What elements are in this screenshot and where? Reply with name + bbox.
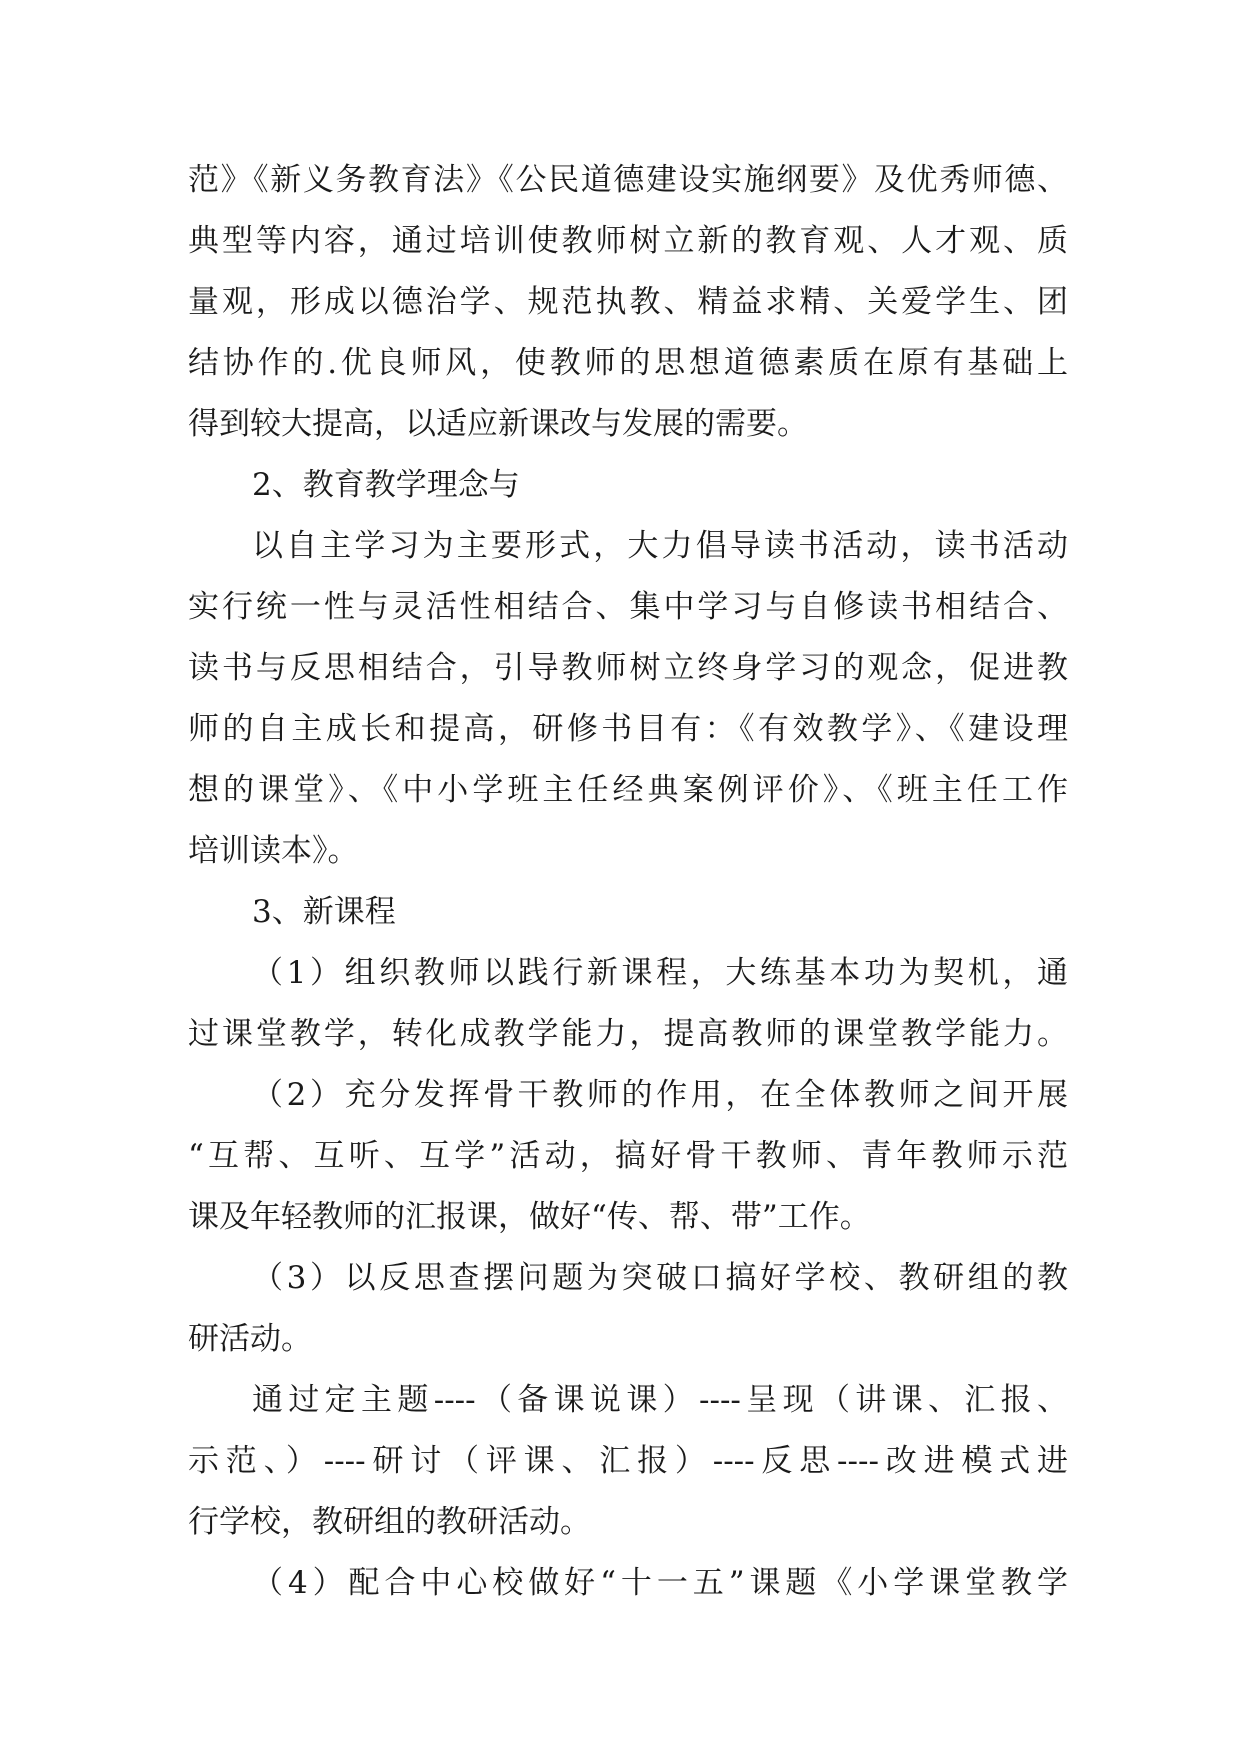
text-line: “互帮、互听、互学”活动，搞好骨干教师、青年教师示范 — [188, 1138, 1068, 1174]
text-line: 以自主学习为主要形式，大力倡导读书活动，读书活动 — [252, 528, 1068, 564]
text-line: 研活动。 — [188, 1321, 312, 1357]
section-heading: 3、新课程 — [252, 894, 396, 930]
text-line: （1）组织教师以践行新课程，大练基本功为契机，通 — [252, 955, 1068, 991]
section-heading: 2、教育教学理念与 — [252, 467, 520, 503]
text-line: 读书与反思相结合，引导教师树立终身学习的观念，促进教 — [188, 650, 1068, 686]
text-line: 师的自主成长和提高，研修书目有：《有效教学》、《建设理 — [188, 711, 1068, 747]
text-line: 实行统一性与灵活性相结合、集中学习与自修读书相结合、 — [188, 589, 1068, 625]
text-line: （3）以反思查摆问题为突破口搞好学校、教研组的教 — [252, 1260, 1068, 1296]
text-line: 过课堂教学，转化成教学能力，提高教师的课堂教学能力。 — [188, 1016, 1068, 1052]
text-line: （4）配合中心校做好“十一五”课题《小学课堂教学 — [252, 1565, 1068, 1601]
text-line: 量观，形成以德治学、规范执教、精益求精、关爱学生、团 — [188, 284, 1068, 320]
text-line: 行学校，教研组的教研活动。 — [188, 1504, 591, 1540]
text-line: 通过定主题----（备课说课）----呈现（讲课、汇报、 — [252, 1382, 1068, 1418]
text-line: 示范、）----研讨（评课、汇报）----反思----改进模式进 — [188, 1443, 1068, 1479]
text-line: 范》《新义务教育法》《公民道德建设实施纲要》及优秀师德、 — [188, 162, 1068, 198]
text-line: 得到较大提高，以适应新课改与发展的需要。 — [188, 406, 808, 442]
text-line: （2）充分发挥骨干教师的作用，在全体教师之间开展 — [252, 1077, 1068, 1113]
text-line: 结协作的.优良师风，使教师的思想道德素质在原有基础上 — [188, 345, 1068, 381]
text-line: 想的课堂》、《中小学班主任经典案例评价》、《班主任工作 — [188, 772, 1068, 808]
text-line: 培训读本》。 — [188, 833, 359, 869]
text-line: 课及年轻教师的汇报课，做好“传、帮、带”工作。 — [188, 1199, 871, 1235]
text-line: 典型等内容，通过培训使教师树立新的教育观、人才观、质 — [188, 223, 1068, 259]
